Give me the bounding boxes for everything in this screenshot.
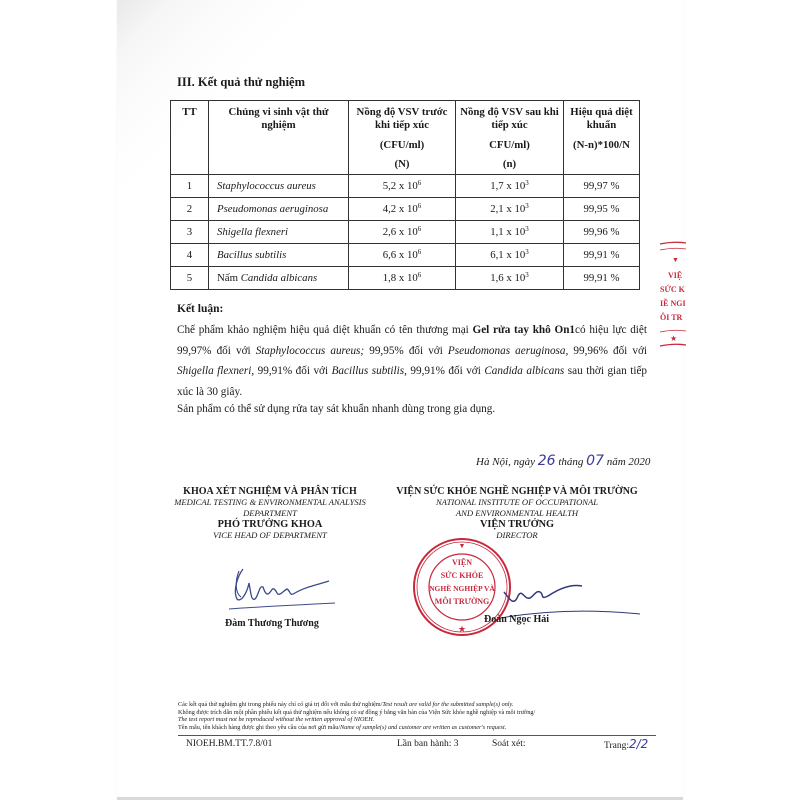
footer-note-2: Không được trích dẫn một phần phiếu kết quả thử nghiệm nếu không có sự đồng ý bằng văn bản của Viện Sức khỏe nghề nghiệp và môi trường/ [178, 708, 536, 716]
cell-tt: 5 [171, 266, 209, 289]
header-organism-label: Chủng vi sinh vật thử nghiệm [228, 106, 329, 132]
after-exponent: 3 [525, 202, 529, 211]
cell-before [349, 174, 456, 197]
side-stamp-line-4: ÔI TR [660, 313, 683, 322]
page-label: Trang: [604, 741, 629, 751]
organism-ref-3: Shigella flexneri, [177, 365, 255, 377]
after-value: 6,1 x 10 [490, 249, 526, 262]
stamp-star-icon: ★ [457, 624, 467, 634]
institute-name-vi: VIỆN SỨC KHỎE NGHỀ NGHIỆP VÀ MÔI TRƯỜNG [396, 486, 638, 497]
cell-organism [209, 266, 349, 289]
cell-after [456, 243, 564, 266]
institute-title-vi: VIỆN TRƯỞNG [479, 519, 555, 530]
cell-organism [209, 243, 349, 266]
header-after-symbol: (n) [502, 158, 517, 171]
cell-after [456, 174, 564, 197]
side-stamp-mark-icon: ▼ [672, 256, 679, 264]
date-month-label: tháng [555, 456, 587, 468]
header-after-unit: CFU/ml) [489, 138, 530, 151]
table-header-row [171, 101, 640, 175]
section-title: III. Kết quả thử nghiệm [177, 75, 306, 89]
organism-name: Shigella flexneri [217, 225, 289, 238]
organism-ref-4: Bacillus subtilis, [331, 365, 407, 377]
conclusion-text-f: sau thời gian tiếp xúc là 30 giây. [177, 365, 648, 398]
footer-page-number [604, 737, 648, 751]
table-row [171, 197, 640, 220]
conclusion-text-d: 99,91% đối với [254, 365, 332, 377]
stamp-line-1: VIỆN [451, 558, 473, 567]
after-exponent: 3 [525, 179, 529, 188]
department-name-en-2: DEPARTMENT [243, 508, 297, 518]
institute-title-en: DIRECTOR [496, 530, 538, 540]
conclusion-title: Kết luận: [177, 303, 224, 315]
header-efficacy [564, 101, 640, 175]
cell-tt: 2 [171, 197, 209, 220]
cell-tt: 3 [171, 220, 209, 243]
footer-divider [178, 735, 656, 736]
footer-note-4-en: Name of sample(s) and customer are written as customer's request. [340, 723, 507, 731]
cell-efficacy: 99,91 % [564, 243, 640, 266]
before-value: 5,2 x 10 [382, 180, 418, 193]
header-after [456, 101, 564, 175]
side-stamp-star-icon: ★ [670, 334, 678, 343]
table-row [171, 243, 640, 266]
side-stamp-line-1: VIỆ [668, 271, 683, 280]
conclusion-intro: Chế phẩm khảo nghiệm hiệu quả diệt khuẩn có tên thương mại [177, 324, 473, 336]
date-month: 07 [586, 453, 604, 469]
footer-note-1 [178, 701, 648, 709]
department-block [165, 486, 375, 541]
footer-note-3: The test report must not be reproduced without the written approval of NIOEH. [178, 716, 375, 724]
cell-before [349, 266, 456, 289]
after-exponent: 3 [525, 248, 529, 257]
cell-after [456, 220, 564, 243]
header-before-symbol: (N) [394, 158, 410, 171]
cell-efficacy: 99,91 % [564, 266, 640, 289]
before-exponent: 6 [417, 202, 422, 211]
after-value: 2,1 x 10 [490, 203, 526, 216]
cell-before [349, 243, 456, 266]
signer-director: Đoàn Ngọc Hải [484, 614, 549, 625]
before-exponent: 6 [417, 271, 422, 280]
cell-organism [209, 220, 349, 243]
conclusion-paragraph [177, 320, 647, 402]
page-edge-stamp [656, 240, 686, 350]
cell-efficacy: 99,95 % [564, 197, 640, 220]
organism-ref-2: Pseudomonas aeruginosa, [447, 344, 569, 357]
department-title-en: VICE HEAD OF DEPARTMENT [213, 530, 327, 540]
after-value: 1,1 x 10 [490, 226, 526, 239]
organism-name: Candida albicans [240, 271, 318, 284]
before-value: 4,2 x 10 [382, 203, 418, 216]
cell-after [456, 197, 564, 220]
footer-notes [178, 701, 648, 731]
institute-block [387, 486, 647, 541]
footer-edition: Lần ban hành: 3 [397, 739, 459, 749]
before-value: 1,8 x 10 [382, 272, 418, 285]
institute-name-en-2: AND ENVIRONMENTAL HEALTH [455, 508, 579, 518]
conclusion-text-a: có hiệu lực diệt 99,97% đối với [177, 324, 647, 357]
stamp-mark-icon: ▼ [458, 542, 466, 550]
footer-note-1-en: Test result are valid for the submitted sample(s) only. [382, 701, 514, 708]
header-efficacy-formula: (N-n)*100/N [573, 138, 630, 151]
department-name-vi: KHOA XÉT NGHIỆM VÀ PHÂN TÍCH [183, 486, 357, 497]
after-value: 1,6 x 10 [490, 272, 526, 285]
cell-organism [209, 197, 349, 220]
header-efficacy-label: Hiệu quả diệt khuẩn [570, 106, 633, 132]
cell-organism [209, 174, 349, 197]
table-row [171, 220, 640, 243]
table-row [171, 174, 640, 197]
stamp-line-3: NGHỀ NGHIỆP VÀ [429, 584, 495, 593]
conclusion-text-c: 99,96% đối với [568, 344, 647, 357]
department-name-en-1: MEDICAL TESTING & ENVIRONMENTAL ANALYSIS [174, 497, 366, 507]
organism-ref-1: Staphylococcus aureus; [255, 344, 365, 357]
before-value: 6,6 x 10 [382, 249, 418, 262]
results-table [170, 100, 640, 290]
conclusion-text-e: 99,91% đối với [406, 365, 485, 377]
department-title-vi: PHÓ TRƯỞNG KHOA [217, 519, 323, 530]
stamp-line-4: MÔI TRƯỜNG [434, 597, 490, 606]
organism-ref-5: Candida albicans [484, 365, 565, 377]
before-value: 2,6 x 10 [382, 226, 418, 239]
after-value: 1,7 x 10 [490, 180, 526, 193]
date-day: 26 [537, 453, 556, 469]
side-stamp-line-3: IỀ NGI [660, 299, 686, 308]
product-name: Gel rửa tay khô On1 [472, 324, 576, 336]
footer-form-code: NIOEH.BM.TT.7.8/01 [186, 739, 273, 749]
table-row [171, 266, 640, 289]
cell-tt: 4 [171, 243, 209, 266]
date-place: Hà Nội, ngày [476, 456, 538, 468]
before-exponent: 6 [417, 179, 422, 188]
header-after-label: Nồng độ VSV sau khi tiếp xúc [460, 106, 559, 132]
cell-after [456, 266, 564, 289]
cell-efficacy: 99,96 % [564, 220, 640, 243]
after-exponent: 3 [525, 225, 529, 234]
signer-vice-head: Đàm Thương Thương [225, 618, 319, 629]
cell-tt: 1 [171, 174, 209, 197]
stamp-line-2: SỨC KHỎE [440, 571, 484, 580]
page-value: 2/2 [629, 737, 649, 751]
usage-statement: Sản phẩm có thể sử dụng rửa tay sát khuẩn nhanh dùng trong gia dụng. [177, 403, 496, 415]
organism-name: Staphylococcus aureus [217, 179, 316, 192]
footer-note-4 [178, 724, 648, 732]
side-stamp-line-2: SỨC K [660, 285, 685, 294]
header-before [349, 101, 456, 175]
date-year: năm 2020 [603, 456, 651, 468]
before-exponent: 6 [417, 248, 422, 257]
header-before-unit: (CFU/ml) [379, 138, 425, 151]
footer-note-4-vi: Tên mẫu, tên khách hàng được ghi theo yêu cầu của nơi gửi mẫu/ [178, 723, 341, 731]
cell-before [349, 220, 456, 243]
footer-review: Soát xét: [492, 739, 526, 749]
after-exponent: 3 [525, 271, 529, 280]
organism-name: Pseudomonas aeruginosa [217, 202, 329, 215]
footer-note-1-vi: Các kết quả thử nghiệm ghi trong phiếu này chỉ có giá trị đối với mẫu thử nghiệm/ [178, 701, 383, 708]
before-exponent: 6 [417, 225, 422, 234]
organism-name: Bacillus subtilis [217, 248, 287, 261]
cell-before [349, 197, 456, 220]
organism-prefix: Nấm [217, 271, 241, 284]
conclusion-text-b: 99,95% đối với [364, 344, 448, 357]
header-tt: TT [171, 101, 209, 175]
header-organism [209, 101, 349, 175]
institute-name-en-1: NATIONAL INSTITUTE OF OCCUPATIONAL [435, 497, 599, 507]
signature-vice-head [225, 563, 335, 615]
cell-efficacy: 99,97 % [564, 174, 640, 197]
header-before-label: Nồng độ VSV trước khi tiếp xúc [356, 106, 448, 132]
date-line [476, 453, 650, 469]
